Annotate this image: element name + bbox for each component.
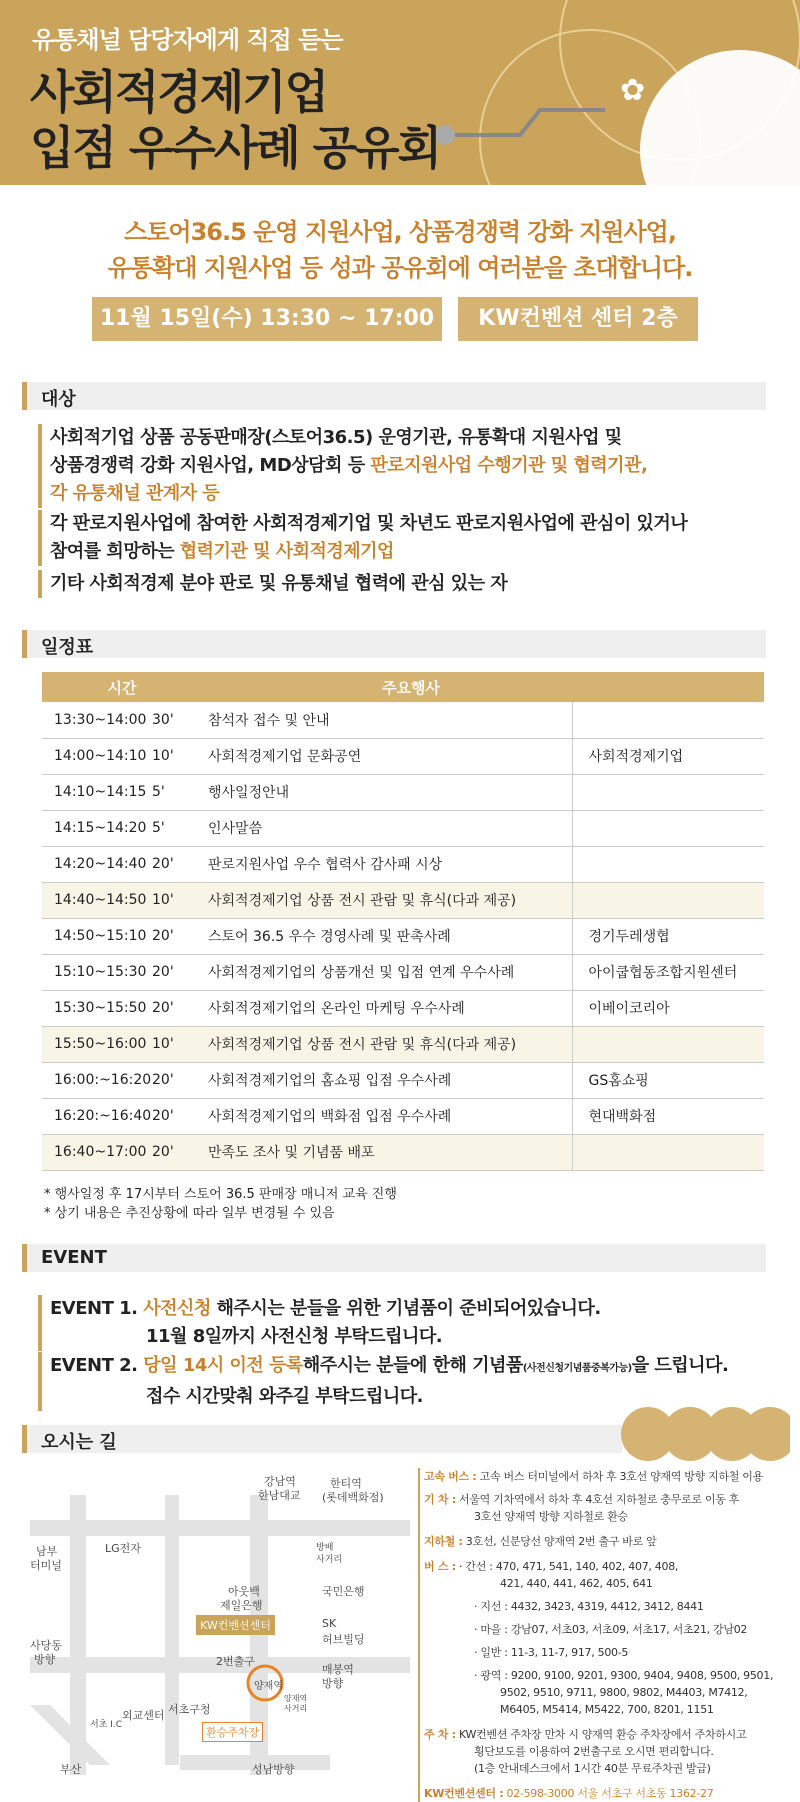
schedule-row xyxy=(42,918,764,954)
schedule-cell-org: 아이쿱협동조합지원센터 xyxy=(572,954,764,990)
event-1-text: 해주시는 분들을 위한 기념품이 준비되어있습니다. xyxy=(210,1298,601,1319)
event-1 xyxy=(38,1295,601,1351)
schedule-cell-time: 15:30~15:50 xyxy=(42,990,152,1026)
map-maebong1: 매봉역 xyxy=(322,1663,354,1676)
map-hannam: 한남대교 xyxy=(258,1489,301,1502)
svg-text:✿: ✿ xyxy=(620,73,646,108)
schedule-cell-dur: 20' xyxy=(152,1062,202,1098)
info-park-text2: 횡단보도를 이용하여 2번출구로 오시면 편리합니다. xyxy=(474,1745,714,1758)
schedule-header-row xyxy=(42,672,764,702)
target-bullet-1 xyxy=(38,424,768,508)
schedule-cell-event: 사회적경제기업의 백화점 입점 우수사례 xyxy=(202,1098,572,1134)
event-2-line-a xyxy=(50,1352,728,1383)
section-schedule xyxy=(22,630,766,658)
info-bus1a: · 간선 : 470, 471, 541, 140, 402, 407, 408, xyxy=(459,1560,679,1573)
schedule-cell-time: 14:10~14:15 xyxy=(42,774,152,810)
schedule-cell-event: 사회적경제기업 상품 전시 관람 및 휴식(다과 제공) xyxy=(202,1026,572,1062)
map-gangnam: 강남역 xyxy=(264,1475,296,1488)
map-exit2: 2번출구 xyxy=(216,1655,255,1668)
schedule-cell-org: 현대백화점 xyxy=(572,1098,764,1134)
schedule-row xyxy=(42,738,764,774)
schedule-cell-time: 14:00~14:10 xyxy=(42,738,152,774)
map-hanti: 한티역 xyxy=(330,1477,362,1490)
schedule-cell-time: 14:50~15:10 xyxy=(42,918,152,954)
info-bus-label: 버 스 : xyxy=(424,1560,456,1573)
schedule-cell-org: 사회적경제기업 xyxy=(572,738,764,774)
info-express-text: 고속 버스 터미널에서 하차 후 3호선 양재역 방향 지하철 이용 xyxy=(476,1470,763,1483)
section-schedule-heading: 일정표 xyxy=(41,637,94,658)
event-2-label: EVENT 2. xyxy=(50,1355,138,1376)
info-express xyxy=(424,1468,793,1485)
schedule-cell-time: 14:15~14:20 xyxy=(42,810,152,846)
schedule-cell-org: 경기두레생협 xyxy=(572,918,764,954)
schedule-col-time: 시간 xyxy=(42,672,202,702)
map-seocho-ic: 서초 I.C xyxy=(90,1720,123,1730)
header-title-line1: 사회적경제기업 xyxy=(30,65,328,119)
date-pill: 11월 15일(수) 13:30 ~ 17:00 xyxy=(92,297,442,341)
target-bullet-1-line-c: 각 유통채널 관계자 등 xyxy=(50,483,220,504)
schedule-cell-org: GS홈쇼핑 xyxy=(572,1062,764,1098)
target-bullet-2-line-b xyxy=(50,538,768,566)
schedule-cell-dur: 20' xyxy=(152,990,202,1026)
schedule-cell-event: 행사일정안내 xyxy=(202,774,572,810)
directions-info xyxy=(418,1468,793,1802)
schedule-cell-time: 16:40~17:00 xyxy=(42,1134,152,1170)
schedule-cell-org xyxy=(572,774,764,810)
info-train xyxy=(424,1491,793,1508)
info-bus3: · 마을 : 강남07, 서초03, 서초09, 서초17, 서초21, 강남02 xyxy=(474,1623,748,1636)
info-express-label: 고속 버스 : xyxy=(424,1470,477,1483)
schedule-row xyxy=(42,702,764,738)
section-target-heading: 대상 xyxy=(41,389,76,410)
info-bus5a: · 광역 : 9200, 9100, 9201, 9300, 9404, 9408, 9500, 9501, xyxy=(474,1669,774,1682)
map-sageori: 사거리 xyxy=(316,1555,343,1565)
info-subway-label: 지하철 : xyxy=(424,1535,463,1548)
info-train-text1: 서울역 기차역에서 하차 후 4호선 지하철로 충무로로 이동 후 xyxy=(455,1493,740,1506)
event-2 xyxy=(38,1352,728,1411)
info-bus5c: M6405, M5414, M5422, 700, 8201, 1151 xyxy=(500,1703,714,1716)
map-jeil: 제일은행 xyxy=(220,1599,263,1612)
schedule-table xyxy=(42,672,764,1171)
schedule-cell-event: 사회적경제기업의 상품개선 및 입점 연계 우수사례 xyxy=(202,954,572,990)
map-nambu1: 남부 xyxy=(36,1545,58,1558)
target-bullet-2-line-a: 각 판로지원사업에 참여한 사회적경제기업 및 차년도 판로지원사업에 관심이 있거나 xyxy=(50,513,688,534)
schedule-cell-org: 이베이코리아 xyxy=(572,990,764,1026)
map-busan: 부산 xyxy=(60,1763,82,1776)
directions-decoration xyxy=(620,1406,790,1462)
info-kw-text: 02-598-3000 서울 서초구 서초동 1362-27 xyxy=(503,1787,714,1800)
schedule-note-1: * 행사일정 후 17시부터 스토어 36.5 판매장 매니저 교육 진행 xyxy=(44,1187,397,1202)
map-hub: 허브빌딩 xyxy=(322,1633,365,1646)
event-2-text: 해주시는 분들에 한해 기념품 xyxy=(302,1355,523,1376)
target-bullet-2-text-b: 참여를 희망하는 xyxy=(50,541,180,562)
map-bangbae: 방배 xyxy=(316,1543,334,1553)
info-park-label: 주 차 : xyxy=(424,1728,456,1741)
info-park-text3: (1층 안내데스크에서 1시간 40분 무료주차권 발급) xyxy=(474,1762,711,1775)
intro-line2: 유통확대 지원사업 등 성과 공유회에 여러분을 초대합니다. xyxy=(107,254,693,282)
schedule-cell-event: 사회적경제기업 문화공연 xyxy=(202,738,572,774)
schedule-cell-event: 사회적경제기업의 온라인 마케팅 우수사례 xyxy=(202,990,572,1026)
section-event xyxy=(22,1244,766,1272)
location-map[interactable] xyxy=(30,1465,410,1785)
schedule-cell-dur: 20' xyxy=(152,918,202,954)
schedule-row xyxy=(42,990,764,1026)
target-bullet-1-highlight: 판로지원사업 수행기관 및 협력기관, xyxy=(370,455,648,476)
map-sadang1: 사당동 xyxy=(30,1639,62,1652)
map-oegyo: 외교센터 xyxy=(122,1709,165,1722)
schedule-cell-time: 16:20:~16:40 xyxy=(42,1098,152,1134)
schedule-row xyxy=(42,1062,764,1098)
map-kukmin: 국민은행 xyxy=(322,1585,365,1598)
map-yangjae-sa1: 양재역 xyxy=(284,1694,308,1703)
schedule-cell-dur: 10' xyxy=(152,1026,202,1062)
event-2-line-b: 접수 시간맞춰 와주길 부탁드립니다. xyxy=(146,1386,423,1407)
schedule-cell-event: 사회적경제기업의 홈쇼핑 입점 우수사례 xyxy=(202,1062,572,1098)
schedule-cell-org xyxy=(572,810,764,846)
event-1-highlight: 사전신청 xyxy=(143,1298,211,1319)
schedule-cell-dur: 20' xyxy=(152,1134,202,1170)
info-bus5b: 9502, 9510, 9711, 9800, 9802, M4403, M7412, xyxy=(500,1686,748,1699)
map-outback: 아웃백 xyxy=(228,1585,260,1598)
schedule-row xyxy=(42,846,764,882)
schedule-col-event: 주요행사 xyxy=(202,672,764,702)
schedule-cell-org xyxy=(572,882,764,918)
schedule-cell-org xyxy=(572,702,764,738)
target-bullet-1-line-b xyxy=(50,452,768,480)
info-park xyxy=(424,1726,793,1743)
schedule-cell-org xyxy=(572,846,764,882)
schedule-cell-event: 참석자 접수 및 안내 xyxy=(202,702,572,738)
map-lotte: (롯데백화점) xyxy=(322,1491,384,1504)
schedule-cell-time: 16:00:~16:20 xyxy=(42,1062,152,1098)
header-title-line2: 입점 우수사례 공유회 xyxy=(30,121,440,175)
section-target xyxy=(22,382,766,410)
map-yangjae[interactable]: 양재역 xyxy=(254,1681,283,1692)
schedule-note-2: * 상기 내용은 추진상황에 따라 일부 변경될 수 있음 xyxy=(44,1206,335,1221)
header-subtitle: 유통채널 담당자에게 직접 듣는 xyxy=(32,26,343,54)
section-directions xyxy=(22,1425,622,1453)
schedule-cell-time: 15:10~15:30 xyxy=(42,954,152,990)
schedule-cell-dur: 30' xyxy=(152,702,202,738)
info-subway-text: 3호선, 신분당선 양재역 2번 출구 바로 앞 xyxy=(462,1535,657,1548)
map-maebong2: 방향 xyxy=(322,1677,344,1690)
target-bullet-2 xyxy=(38,510,768,566)
info-park-text1: KW컨벤션 주차장 만차 시 양재역 환승 주차장에서 주차하시고 xyxy=(455,1728,747,1741)
map-nambu2: 터미널 xyxy=(30,1559,62,1572)
map-sadang2: 방향 xyxy=(34,1653,56,1666)
info-bus2: · 지선 : 4432, 3423, 4319, 4412, 3412, 8441 xyxy=(474,1600,704,1613)
info-bus1b: 421, 440, 441, 462, 405, 641 xyxy=(500,1577,653,1590)
schedule-row xyxy=(42,1134,764,1170)
schedule-cell-org xyxy=(572,1026,764,1062)
map-sk: SK xyxy=(322,1617,337,1630)
schedule-cell-event: 사회적경제기업 상품 전시 관람 및 휴식(다과 제공) xyxy=(202,882,572,918)
venue-pill: KW컨벤션 센터 2층 xyxy=(458,297,698,341)
intro-line1: 스토어36.5 운영 지원사업, 상품경쟁력 강화 지원사업, xyxy=(124,218,676,246)
info-bus xyxy=(424,1558,793,1575)
target-bullet-2-highlight: 협력기관 및 사회적경제기업 xyxy=(179,541,394,562)
map-seocho-gu: 서초구청 xyxy=(168,1703,211,1716)
schedule-row xyxy=(42,882,764,918)
schedule-cell-org xyxy=(572,1134,764,1170)
schedule-cell-event: 만족도 조사 및 기념품 배포 xyxy=(202,1134,572,1170)
schedule-body xyxy=(42,702,764,1170)
schedule-cell-time: 15:50~16:00 xyxy=(42,1026,152,1062)
schedule-cell-event: 인사말씀 xyxy=(202,810,572,846)
schedule-cell-dur: 20' xyxy=(152,954,202,990)
schedule-cell-dur: 5' xyxy=(152,810,202,846)
schedule-cell-dur: 20' xyxy=(152,846,202,882)
schedule-row xyxy=(42,774,764,810)
event-2-text-end: 을 드립니다. xyxy=(631,1355,729,1376)
section-event-heading: EVENT xyxy=(41,1247,107,1268)
schedule-row xyxy=(42,954,764,990)
map-lg: LG전자 xyxy=(105,1542,141,1555)
info-kw-label: KW컨벤션센터 : xyxy=(424,1787,504,1800)
schedule-row xyxy=(42,1026,764,1062)
schedule-cell-dur: 20' xyxy=(152,1098,202,1134)
section-directions-heading: 오시는 길 xyxy=(41,1432,117,1453)
schedule-cell-event: 판로지원사업 우수 협력사 감사패 시상 xyxy=(202,846,572,882)
header-decoration xyxy=(430,0,800,185)
info-train-text2: 3호선 양재역 방향 지하철로 환승 xyxy=(474,1510,628,1523)
schedule-cell-time: 13:30~14:00 xyxy=(42,702,152,738)
schedule-cell-dur: 10' xyxy=(152,882,202,918)
schedule-cell-time: 14:40~14:50 xyxy=(42,882,152,918)
schedule-cell-dur: 10' xyxy=(152,738,202,774)
schedule-row xyxy=(42,810,764,846)
schedule-cell-event: 스토어 36.5 우수 경영사례 및 판촉사례 xyxy=(202,918,572,954)
info-kw xyxy=(424,1785,793,1802)
target-bullet-1-text-b: 상품경쟁력 강화 지원사업, MD상담회 등 xyxy=(50,455,371,476)
schedule-row xyxy=(42,1098,764,1134)
header-banner xyxy=(0,0,800,185)
event-1-line-a xyxy=(50,1295,601,1323)
info-subway xyxy=(424,1533,793,1550)
event-2-highlight: 당일 14시 이전 등록 xyxy=(143,1355,303,1376)
schedule-cell-time: 14:20~14:40 xyxy=(42,846,152,882)
target-bullet-1-line-a: 사회적기업 상품 공동판매장(스토어36.5) 운영기관, 유통확대 지원사업 및 xyxy=(50,427,622,448)
event-2-small: (사전신청기념품중복가능) xyxy=(522,1363,632,1374)
info-train-label: 기 차 : xyxy=(424,1493,456,1506)
info-bus4: · 일반 : 11-3, 11-7, 917, 500-5 xyxy=(474,1646,629,1659)
map-yangjae-sa2: 사거리 xyxy=(284,1704,308,1713)
target-bullet-3: 기타 사회적경제 분야 판로 및 유통채널 협력에 관심 있는 자 xyxy=(38,570,768,598)
event-1-label: EVENT 1. xyxy=(50,1298,138,1319)
schedule-cell-dur: 5' xyxy=(152,774,202,810)
map-kw-convention[interactable]: KW컨벤션센터 xyxy=(196,1615,275,1635)
map-seongnam: 성남방향 xyxy=(252,1763,295,1776)
map-parking[interactable]: 환승주차장 xyxy=(202,1722,263,1742)
event-1-line-b: 11월 8일까지 사전신청 부탁드립니다. xyxy=(146,1326,443,1347)
